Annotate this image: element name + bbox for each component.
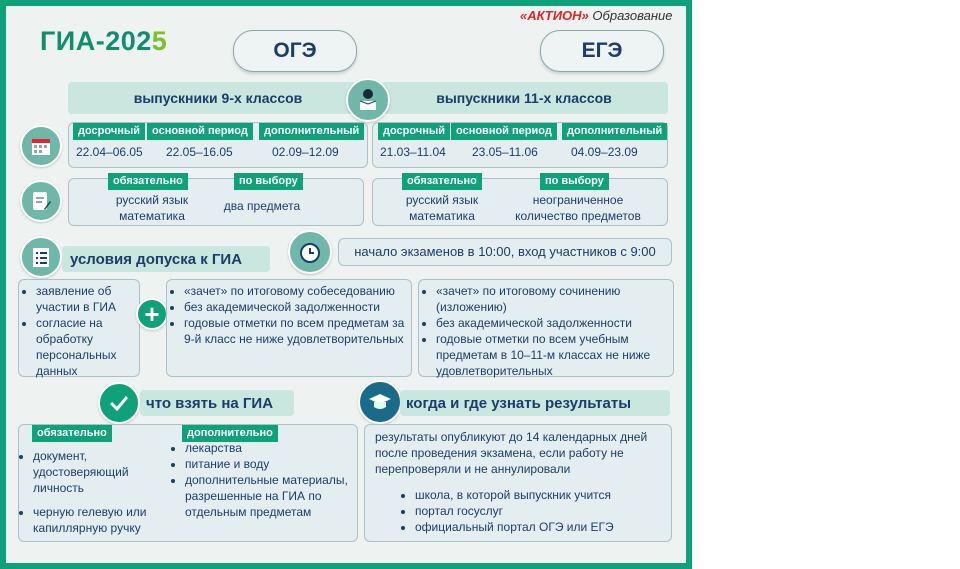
start-time-text: начало экзаменов в 10:00, вход участников с 9:00 bbox=[354, 244, 656, 259]
alarm-clock-icon bbox=[288, 230, 332, 274]
start-time-box bbox=[338, 238, 672, 266]
ege-graduates: выпускники 11-х классов bbox=[380, 82, 668, 114]
checklist-icon bbox=[20, 236, 62, 278]
calendar-icon bbox=[20, 125, 62, 167]
oge-admission bbox=[166, 279, 412, 377]
student-reading-icon bbox=[346, 78, 390, 122]
list-item: • питание и воду bbox=[185, 456, 356, 472]
oge-period-main-dates: 22.05–16.05 bbox=[166, 145, 233, 159]
list-item: • дополнительные материалы, разрешенные на ГИА по отдельным предметам bbox=[185, 472, 356, 520]
ege-period-early-tag: досрочный bbox=[378, 123, 450, 140]
oge-optional-subjects: два предмета bbox=[223, 199, 301, 213]
oge-period-main-tag: основной период bbox=[147, 123, 253, 140]
oge-period-extra-dates: 02.09–12.09 bbox=[272, 145, 339, 159]
list-item: • черную гелевую или капиллярную ручку bbox=[33, 504, 176, 536]
ege-period-extra-dates: 04.09–23.09 bbox=[571, 145, 638, 159]
take-mandatory-tag: обязательно bbox=[32, 425, 112, 442]
oge-mandatory-subjects: русский язык математика bbox=[115, 193, 189, 223]
list-item: • годовые отметки по всем предметам за 9-й класс не ниже удовлетворительных bbox=[184, 315, 407, 347]
ege-admission bbox=[418, 279, 674, 377]
take-additional-list bbox=[172, 440, 356, 520]
oge-period-extra-tag: дополнительный bbox=[259, 123, 364, 140]
graduation-cap-icon bbox=[358, 380, 402, 424]
list-item: • официальный портал ОГЭ или ЕГЭ bbox=[415, 519, 661, 535]
oge-graduates: выпускники 9-х классов bbox=[68, 82, 368, 114]
list-item: • документ, удостоверяющий личность bbox=[33, 448, 176, 496]
ege-optional-subjects: неограниченное количество предметов bbox=[515, 193, 641, 223]
list-item: • «зачет» по итоговому собеседованию bbox=[184, 283, 407, 299]
ege-period-early-dates: 21.03–11.04 bbox=[380, 145, 446, 159]
checkmark-icon bbox=[98, 382, 140, 424]
common-conditions bbox=[18, 279, 140, 377]
ege-period-main-tag: основной период bbox=[451, 123, 557, 140]
conditions-title: условия допуска к ГИА bbox=[62, 246, 270, 272]
oge-period-early-tag: досрочный bbox=[73, 123, 145, 140]
list-item: • портал госуслуг bbox=[415, 503, 661, 519]
results-box bbox=[364, 424, 672, 542]
list-item: • без академической задолженности bbox=[184, 299, 407, 315]
take-title: что взять на ГИА bbox=[140, 390, 294, 416]
ege-period-extra-tag: дополнительный bbox=[562, 123, 667, 140]
ege-mandatory-tag: обязательно bbox=[402, 173, 482, 190]
results-title: когда и где узнать результаты bbox=[400, 390, 670, 416]
oge-mandatory-tag: обязательно bbox=[108, 173, 188, 190]
brand-logo: «АКТИОН» Образование bbox=[520, 8, 673, 23]
ege-pill: ЕГЭ bbox=[540, 30, 664, 72]
oge-pill: ОГЭ bbox=[233, 30, 357, 72]
oge-optional-tag: по выбору bbox=[234, 173, 303, 190]
oge-period-early-dates: 22.04–06.05 bbox=[76, 145, 143, 159]
results-intro: результаты опубликуют до 14 календарных дней после проведения экзамена, если работу не перепроверяли и не аннулировали bbox=[375, 430, 648, 476]
list-item: • лекарства bbox=[185, 440, 356, 456]
list-item: • годовые отметки по всем учебным предметам в 10–11-м классах не ниже удовлетворительных bbox=[436, 331, 669, 379]
ege-period-main-dates: 23.05–11.06 bbox=[472, 145, 538, 159]
document-edit-icon bbox=[20, 180, 62, 222]
list-item: • без академической задолженности bbox=[436, 315, 669, 331]
ege-optional-tag: по выбору bbox=[540, 173, 609, 190]
page-title: ГИА-2025 bbox=[40, 26, 168, 56]
take-mandatory-list bbox=[20, 448, 176, 536]
list-item: • школа, в которой выпускник учится bbox=[415, 487, 661, 503]
plus-icon: + bbox=[136, 298, 168, 330]
list-item: • заявление об участии в ГИА bbox=[36, 283, 135, 315]
list-item: • «зачет» по итоговому сочинению (изложению) bbox=[436, 283, 669, 315]
ege-mandatory-subjects: русский язык математика bbox=[405, 193, 479, 223]
list-item: • согласие на обработку персональных данных bbox=[36, 315, 135, 379]
take-additional-tag: дополнительно bbox=[182, 425, 278, 442]
